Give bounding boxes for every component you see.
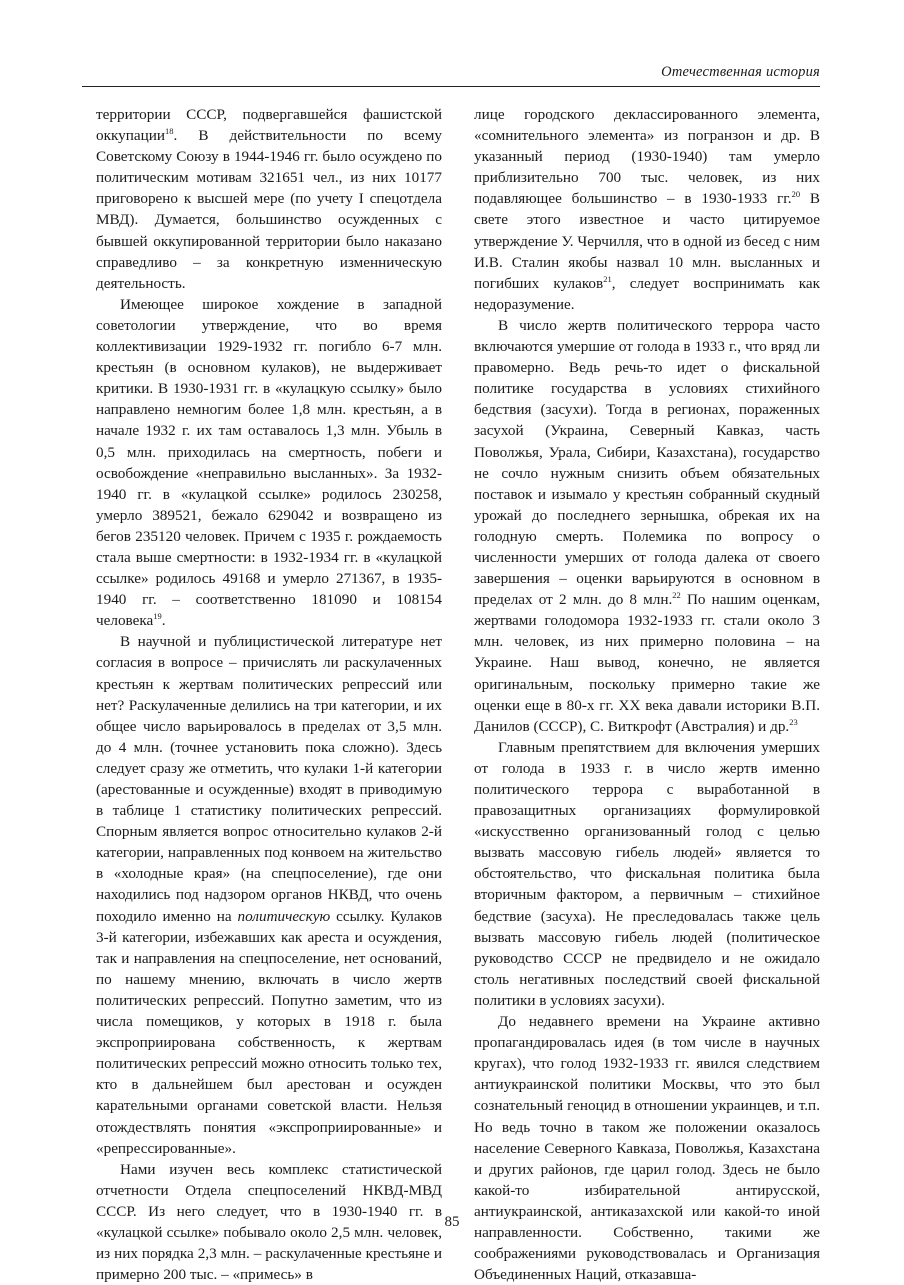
paragraph: В число жертв политического террора часто включаются умершие от голода в 1933 г., что вряд ли правомерно. Ведь речь-то идет о фискальной политике государства в условиях стихийного бедствия (засухи). Тогда в регионах, пораженных засухой (Украина, Северный Кавказ, часть Поволжья, Урала, Сибири, Казахстана), государство не сочло нужным снизить объем обязательных поставок и изымало у крестьян собранный скудный урожай до последнего зернышка, обрекая их на голодную смерть. Полемика по вопросу о численности умерших от голода далека от своего завершения – оценки варьируются в основном в пределах от 2 млн. до 8 млн.$^{22}$ По нашим оценкам, жертвами голодомора 1932-1933 гг. стали около 3 млн. человек, из них примерно половина – на Украине. Наш вывод, конечно, не является оригинальным, поскольку примерно такие же оценки еще в 80-х гг. XX века давали историки В.П. Данилов (СССР), С. Виткрофт (Австралия) и др.$^{23}$ <box>474 316 820 735</box>
paragraph: Главным препятствием для включения умерших от голода в 1933 г. в число жертв именно политического террора с выработанной в правозащитных организациях формулировкой «искусственно организованный голод с целью вызвать массовую гибель людей» является то обстоятельство, что фискальная политика была вторичным фактором, а первичным – стихийное бедствие (засуха). Не преследовалась также цель вызвать массовую гибель людей (политическое руководство СССР не предвидело и не ожидало столь негативных последствий своей фискальной политики в условиях засухи). <box>474 738 820 1009</box>
paragraph: Имеющее широкое хождение в западной советологии утверждение, что во время коллективизации 1929-1932 гг. погибло 6-7 млн. крестьян (в основном кулаков), не выдерживает критики. В 1930-1931 гг. в «кулацкую ссылку» было направлено немногим более 1,8 млн. крестьян, а в начале 1932 г. их там оставалось 1,3 млн. Убыль в 0,5 млн. приходилась на смертность, побеги и освобождение «неправильно высланных». За 1932-1940 гг. в «кулацкой ссылке» родилось 230258, умерло 389521, бежало 629042 и возвращено из бегов 235120 человек. Причем с 1935 г. рождаемость стала выше смертности: в 1932-1934 гг. в «кулацкой ссылке» родилось 49168 и умерло 271367, в 1935-1940 гг. – соответственно 181090 и 108154 человека$^{19}$. <box>96 295 442 630</box>
emphasis: политическую <box>237 907 331 925</box>
header-rule <box>82 86 820 87</box>
paragraph: территории СССР, подвергавшейся фашистской оккупации$^{18}$. В действительности по всему Советскому Союзу в 1944-1946 гг. было осуждено по политическим мотивам 321651 чел., из них 10177 приговорено к высшей мере (по учету I спецотдела МВД). Думается, большинство осужденных с бывшей оккупированной территории было наказано справедливо – за конкретную изменническую деятельность. <box>96 106 442 292</box>
footnote-ref[interactable]: 18 <box>164 126 174 137</box>
running-header <box>82 64 820 86</box>
left-column <box>96 104 442 1285</box>
footnote-ref[interactable]: 20 <box>791 189 801 200</box>
paragraph: В научной и публицистической литературе нет согласия в вопросе – причислять ли раскулаченных крестьян к жертвам политических репрессий или нет? Раскулаченные делились на три категории, и их общее число варьировалось в пределах от 3,5 млн. до 4 млн. (точнее установить пока сложно). Здесь следует сразу же отметить, что кулаки 1-й категории (арестованные и осужденные) входят в приводимую в таблице 1 статистику политических репрессий. Спорным является вопрос относительно кулаков 2-й категории, направленных под конвоем на жительство в «холодные края» (на спецпоселение), где они находились под надзором органов НКВД, что очень походило именно на политическую ссылку. Кулаков 3-й категории, избежавших как ареста и осуждения, так и направления на спецпоселение, нет оснований, по нашему мнению, включать в число жертв политических репрессий. Попутно заметим, что из числа помещиков, у которых в 1918 г. была экспроприирована собственность, к жертвам политических репрессий можно относить только тех, кто в дальнейшем был арестован и осужден карательными органами советской власти. Нельзя отождествлять понятия «экспроприированные» и «репрессированные». <box>96 633 442 1157</box>
footnote-ref[interactable]: 21 <box>603 273 612 284</box>
paragraph: Нами изучен весь комплекс статистической отчетности Отдела спецпоселений НКВД-МВД СССР. Из него следует, что в 1930-1940 гг. в «кулацкой ссылке» побывало около 2,5 млн. человек, из них порядка 2,3 млн. – раскулаченные крестьяне и примерно 200 тыс. – «примесь» в <box>96 1160 442 1284</box>
footnote-ref[interactable]: 22 <box>672 590 681 601</box>
paragraph: лице городского деклассированного элемента, «сомнительного элемента» из погранзон и др. В указанный период (1930-1940) там умерло приблизительно 700 тыс. человек, из них подавляющее большинство – в 1930-1933 гг.$^{20}$ В свете этого известное и часто цитируемое утверждение У. Черчилля, что в одной из бесед с ним И.В. Сталин якобы назвал 10 млн. высланных и погибших кулаков$^{21}$, следует воспринимать как недоразумение. <box>474 106 820 313</box>
footnote-ref[interactable]: 19 <box>153 611 162 622</box>
paragraph: До недавнего времени на Украине активно пропагандировалась идея (в том числе в научных кругах), что голод 1932-1933 гг. явился следствием антиукраинской политики Москвы, что это был сознательный геноцид в отношении украинцев, и т.п. Но ведь точно в таком же положении оказалось население Северного Кавказа, Поволжья, Казахстана и других районов, где царил голод. Здесь не было какой-то избирательной антирусской, антиукраинской, антиказахской или какой-то иной направленности. Собственно, такими же соображениями руководствовалась и Организация Объединенных Наций, отказавша- <box>474 1013 820 1284</box>
page-number: 85 <box>444 1214 460 1230</box>
footnote-ref[interactable]: 23 <box>789 716 798 727</box>
journal-title: Отечественная история <box>661 64 820 80</box>
right-column <box>474 104 820 1285</box>
